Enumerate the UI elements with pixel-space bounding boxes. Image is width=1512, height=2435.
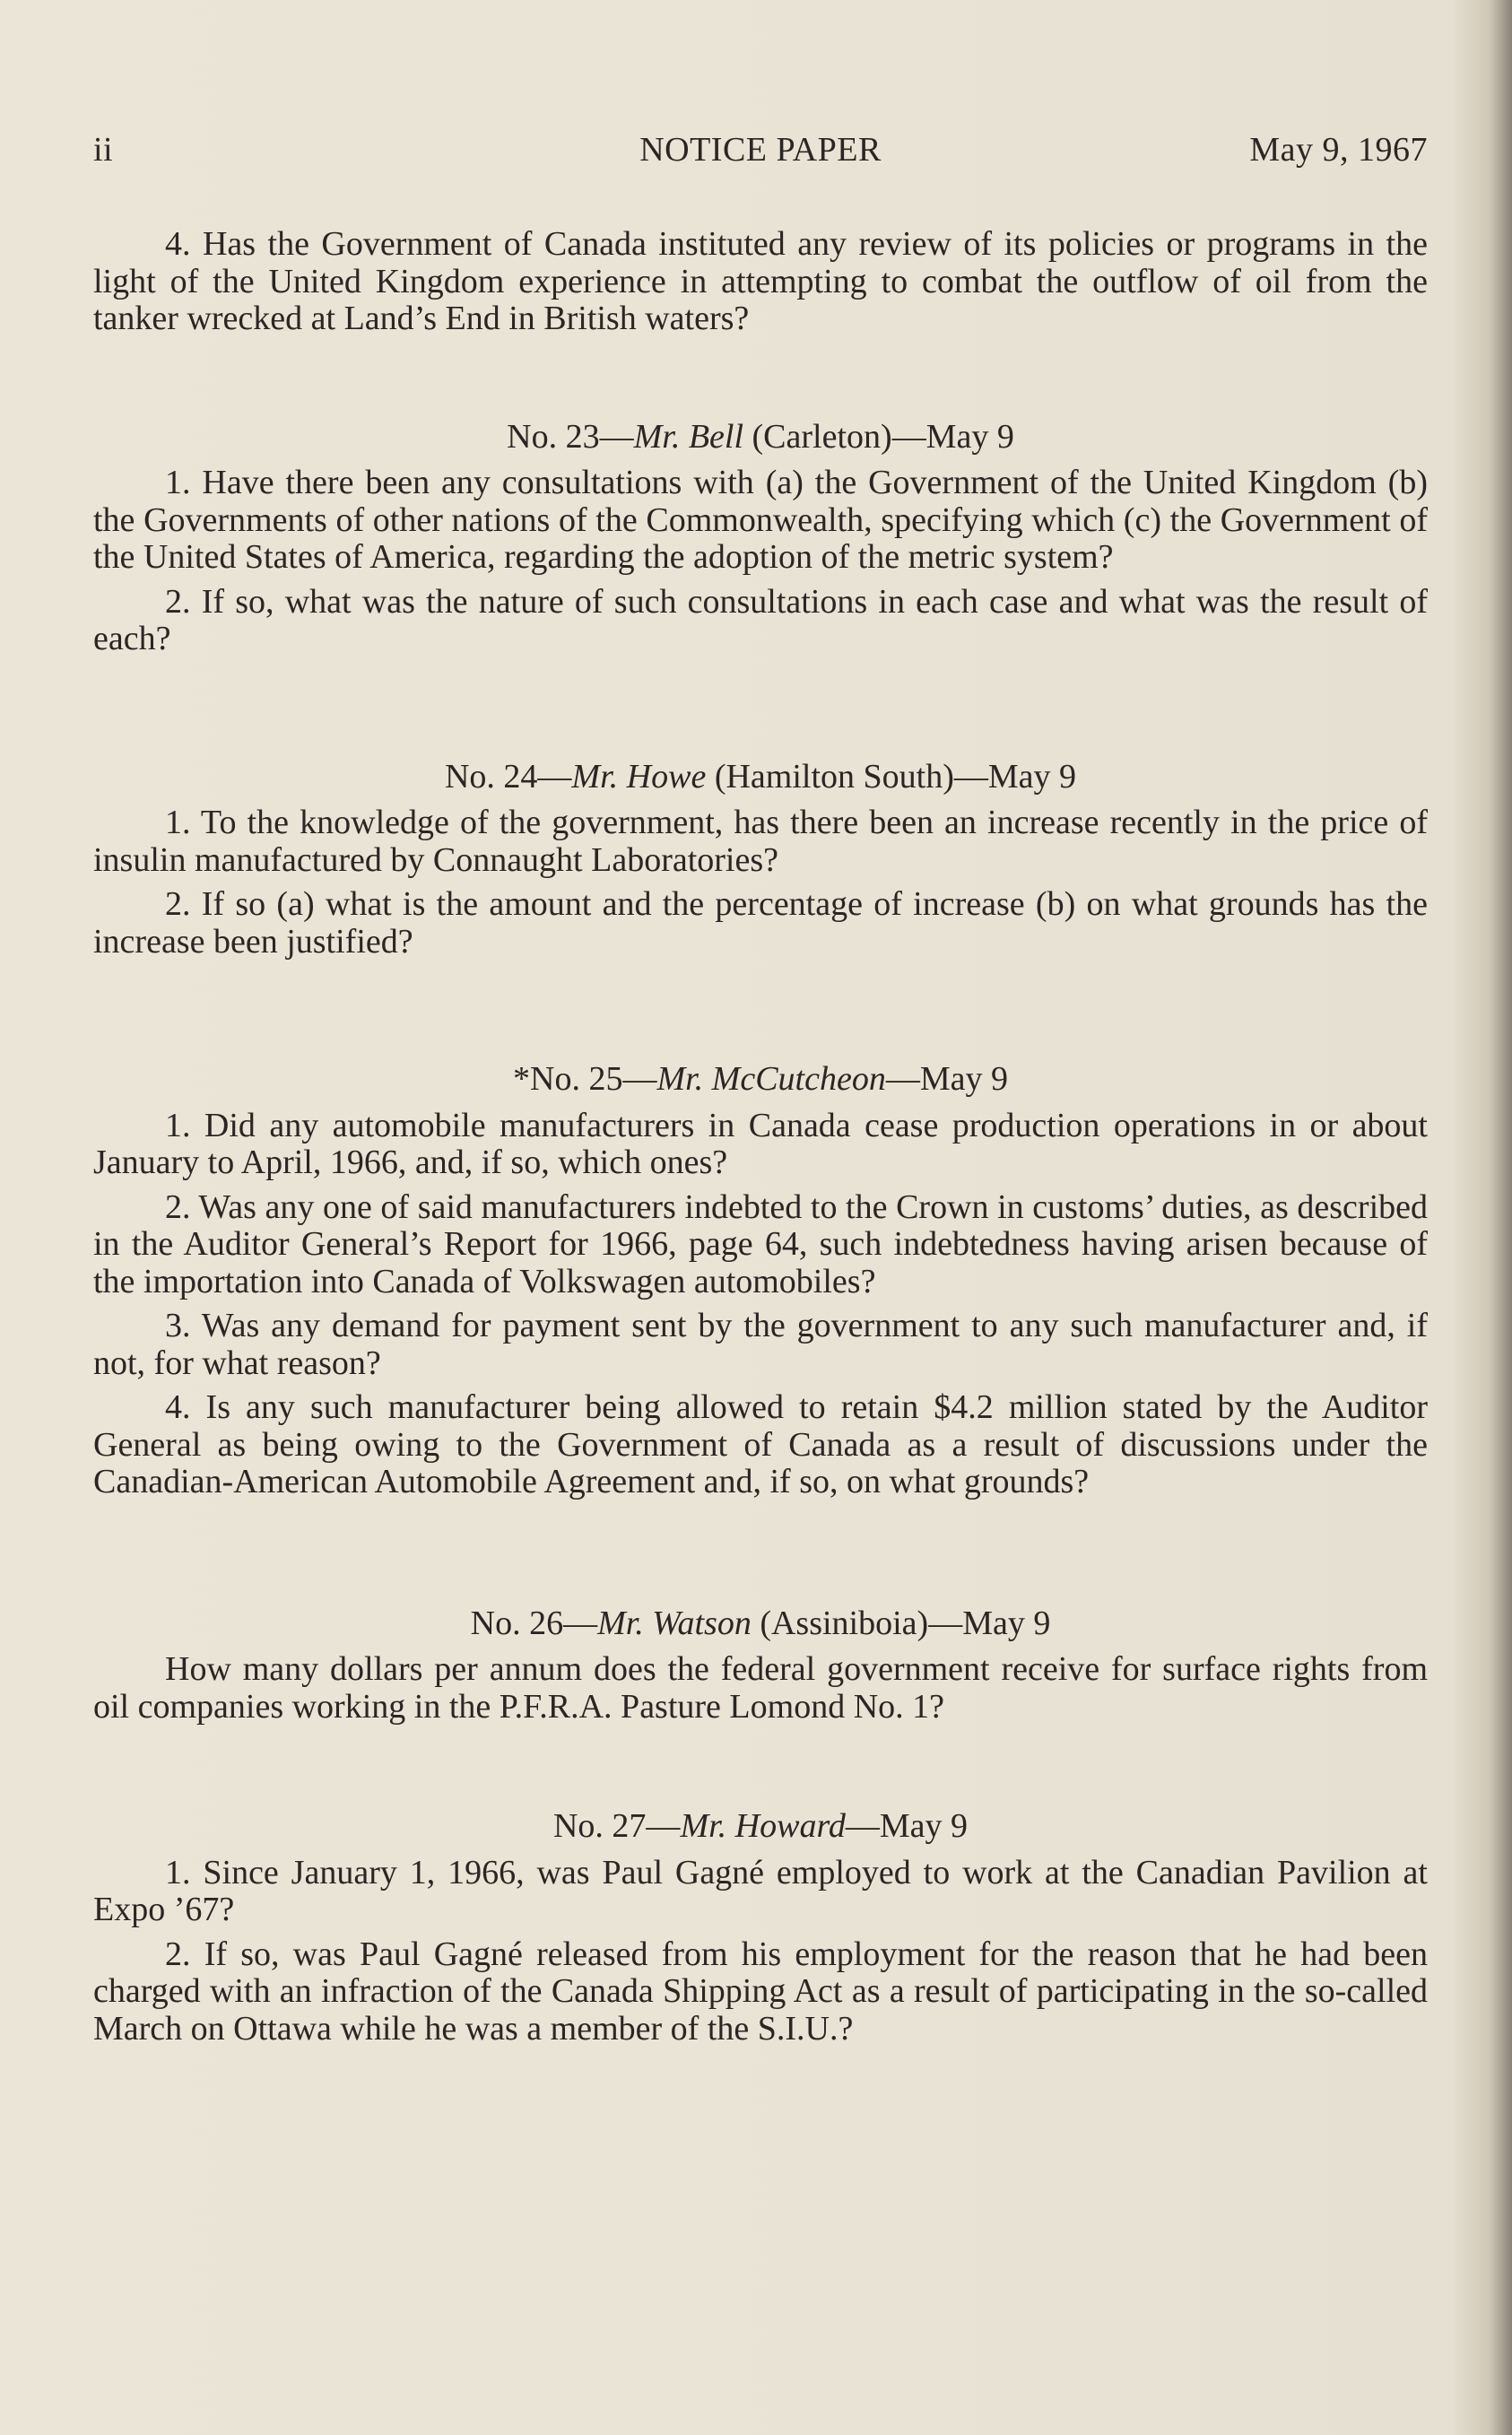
question-heading [93, 419, 1428, 457]
header-title: NOTICE PAPER [639, 131, 882, 169]
question-member: Mr. Howe [571, 757, 707, 796]
question-paragraph: 2. If so (a) what is the amount and the percentage of increase (b) on what grounds has the increase been justified? [93, 885, 1428, 961]
question-paragraph: 1. Since January 1, 1966, was Paul Gagné employed to work at the Canadian Pavilion at Expo ’67? [93, 1853, 1428, 1928]
question-heading [93, 1061, 1428, 1099]
page-number: ii [93, 131, 114, 169]
question-paragraph: 2. Was any one of said manufacturers indebted to the Crown in customs’ duties, as described in the Auditor General’s Report for 1966, page 64, such indebtedness having arisen because of the importation into Canada of Volkswagen automobiles? [93, 1187, 1428, 1300]
question-paragraph: 2. If so, was Paul Gagné released from his employment for the reason that he had been charged with an infraction of the Canada Shipping Act as a result of participating in the so-called March on Ottawa while he was a member of the S.I.U.? [93, 1935, 1428, 2048]
question-number: No. 23— [507, 417, 634, 456]
question-paragraph: 1. Have there been any consultations with (a) the Government of the United Kingdom (b) the Governments of other nations of the Commonwealth, specifying which (c) the Government of the United States of America, regarding the adoption of the metric system? [93, 464, 1428, 576]
question-27 [93, 1808, 1428, 2048]
question-paragraph: 2. If so, what was the nature of such consultations in each case and what was the result of each? [93, 582, 1428, 657]
question-heading [93, 759, 1428, 796]
question-riding-date: (Assiniboia)—May 9 [751, 1604, 1051, 1642]
question-paragraph: 3. Was any demand for payment sent by the government to any such manufacturer and, if not, for what reason? [93, 1307, 1428, 1382]
question-member: Mr. Bell [633, 417, 744, 456]
question-paragraph: 4. Is any such manufacturer being allowed to retain $4.2 million stated by the Auditor General as being owing to the Government of Canada as a result of discussions under the Canadian-American Automobile Agreement and, if so, on what grounds? [93, 1388, 1428, 1500]
question-member: Mr. Watson [597, 1604, 752, 1642]
question-23 [93, 419, 1428, 658]
question-number: *No. 25— [513, 1060, 657, 1098]
question-number: No. 26— [470, 1604, 598, 1642]
question-25 [93, 1061, 1428, 1501]
question-paragraph: 1. Did any automobile manufacturers in Canada cease production operations in or about January to April, 1966, and, if so, which ones? [93, 1106, 1428, 1181]
question-riding-date: —May 9 [845, 1807, 968, 1845]
question-paragraph: 1. To the knowledge of the government, has there been an increase recently in the price of insulin manufactured by Connaught Laboratories? [93, 804, 1428, 879]
page-header [93, 130, 1428, 173]
question-riding-date: (Hamilton South)—May 9 [706, 757, 1077, 796]
question-member: Mr. Howard [680, 1807, 846, 1845]
question-riding-date: —May 9 [885, 1060, 1008, 1098]
question-heading [93, 1808, 1428, 1846]
question-26 [93, 1605, 1428, 1726]
question-member: Mr. McCutcheon [656, 1060, 886, 1098]
question-paragraph: How many dollars per annum does the federal government receive for surface rights from oil companies working in the P.F.R.A. Pasture Lomond No. 1? [93, 1650, 1428, 1726]
question-riding-date: (Carleton)—May 9 [743, 417, 1014, 456]
question-24 [93, 759, 1428, 961]
intro-paragraph: 4. Has the Government of Canada instituted any review of its policies or programs in the light of the United Kingdom experience in attempting to combat the outflow of oil from the tanker wrecked at Land’s End in British waters? [93, 225, 1428, 337]
question-heading [93, 1605, 1428, 1643]
header-date: May 9, 1967 [1249, 131, 1428, 169]
question-number: No. 24— [444, 757, 572, 796]
page-body [93, 226, 1428, 2055]
question-number: No. 27— [552, 1807, 681, 1845]
